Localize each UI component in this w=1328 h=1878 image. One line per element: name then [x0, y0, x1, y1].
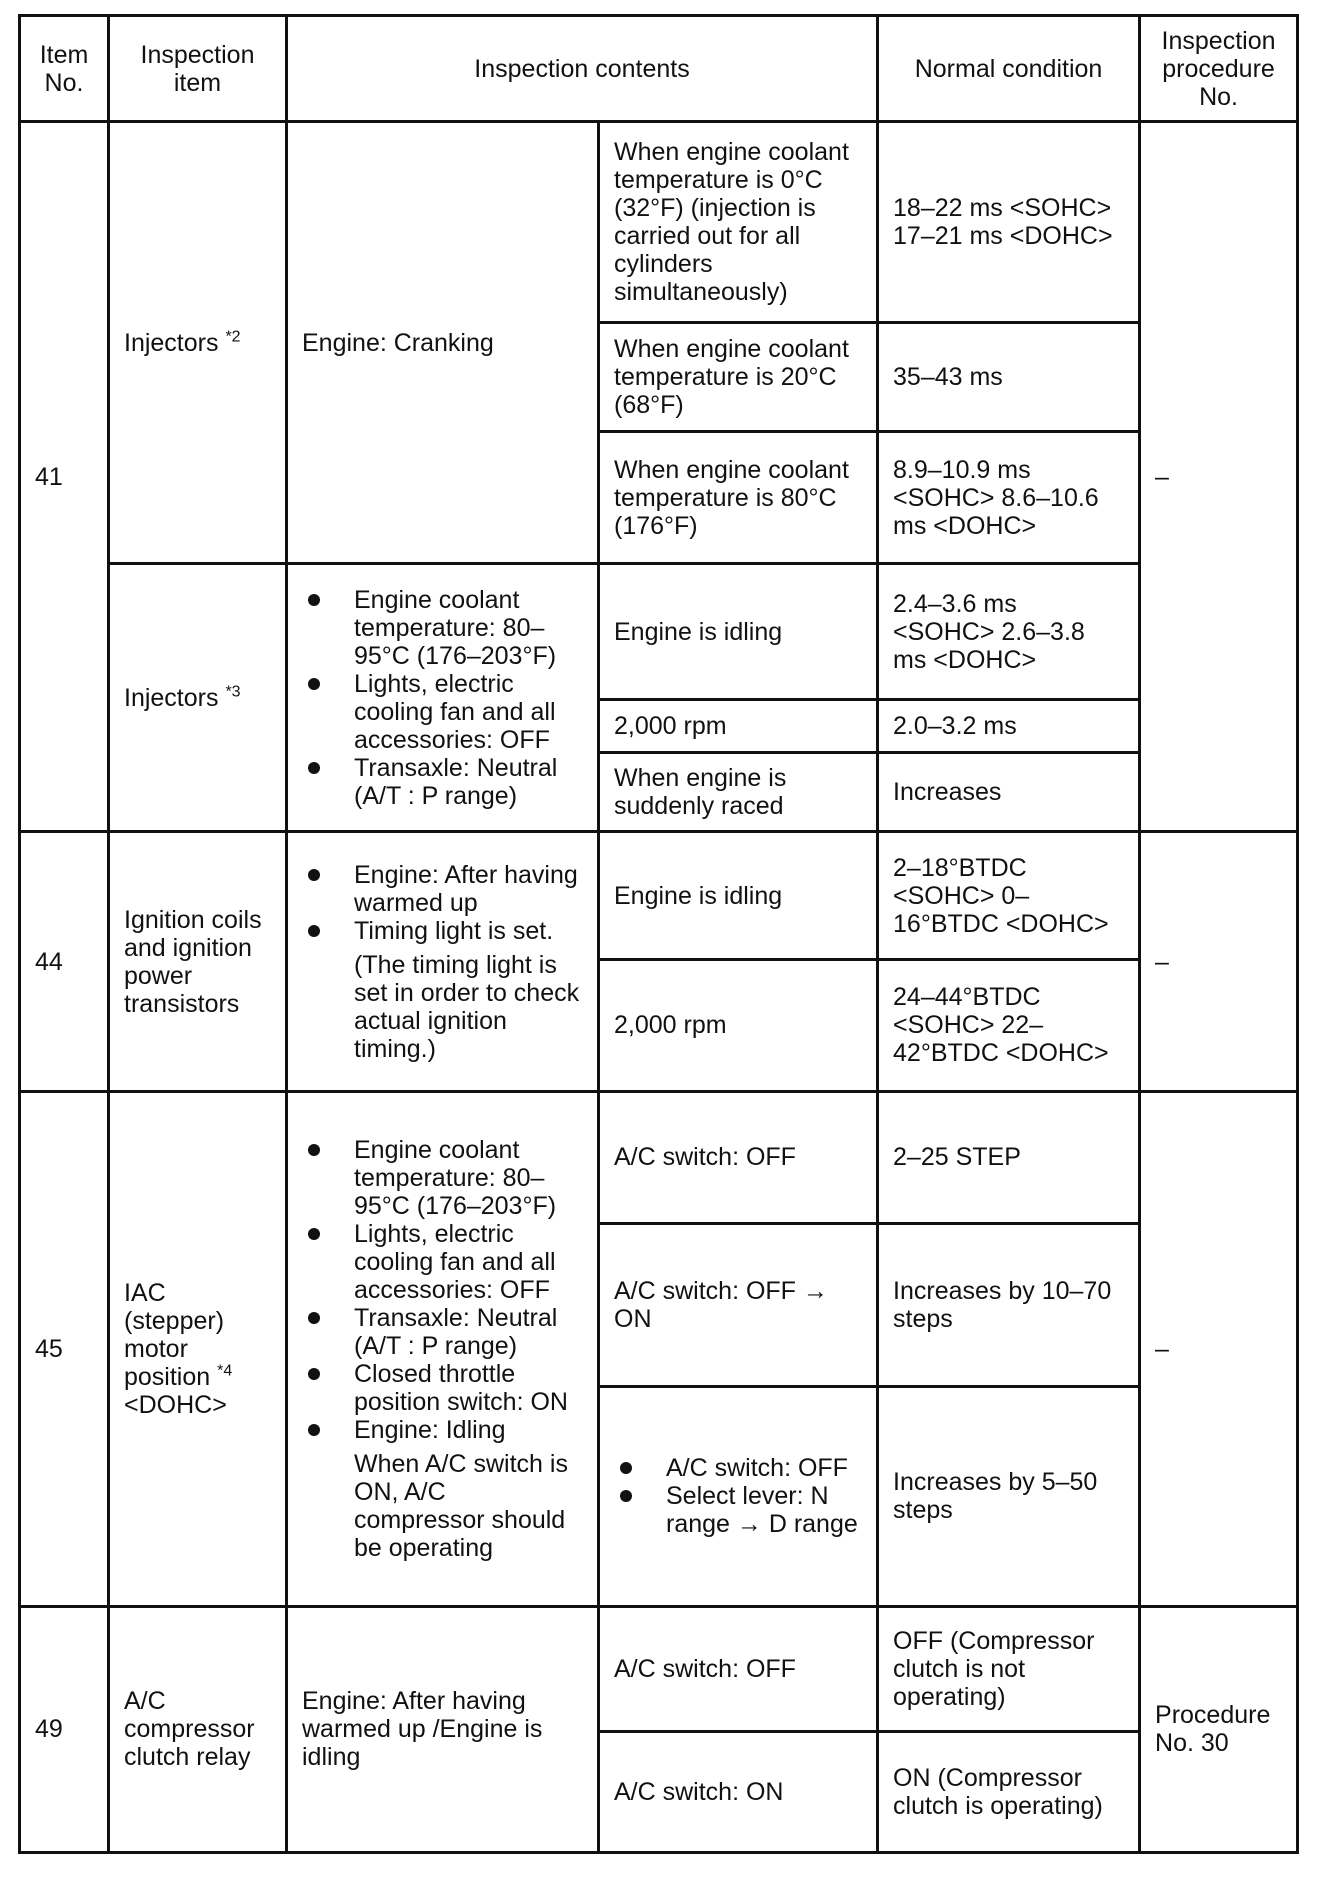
- condition-cell: 2,000 rpm: [599, 700, 878, 753]
- bullet-icon: [308, 1312, 320, 1324]
- footnote-mark: *2: [225, 328, 241, 346]
- condition-cell: When engine coolant temperature is 20°C (68°F): [599, 323, 878, 432]
- header-inspection-item: Inspection item: [109, 16, 287, 122]
- bullet-icon: [308, 925, 320, 937]
- inspection-item-ignition: Ignition coils and ignition power transistors: [109, 832, 287, 1092]
- list-item: Transaxle: Neutral (A/T : P range): [302, 1304, 583, 1360]
- list-item: Engine: After having warmed up: [302, 861, 583, 917]
- item-no-49: 49: [20, 1606, 109, 1852]
- table-row: [20, 122, 1298, 323]
- header-normal-condition: Normal condition: [878, 16, 1140, 122]
- inspection-item-iac: IAC (stepper) motor position $^{*4}$ <DOHC>: [109, 1091, 287, 1606]
- header-inspection-contents: Inspection contents: [287, 16, 878, 122]
- list-item: A/C switch: OFF: [614, 1454, 862, 1482]
- contents-conditions-41: [287, 564, 599, 832]
- list-item: Transaxle: Neutral (A/T : P range): [302, 754, 583, 810]
- normal-cell: 2–18°BTDC <SOHC> 0–16°BTDC <DOHC>: [878, 832, 1140, 960]
- list-item: Engine coolant temperature: 80–95°C (176–203°F): [302, 586, 583, 670]
- condition-cell: A/C switch: OFF: [599, 1606, 878, 1731]
- normal-cell: ON (Compressor clutch is operating): [878, 1731, 1140, 1852]
- item-no-44: 44: [20, 832, 109, 1092]
- item-no-45: 45: [20, 1091, 109, 1606]
- list-item: Select lever: N range → D range: [614, 1482, 862, 1538]
- bullet-icon: [308, 1424, 320, 1436]
- list-item: Closed throttle position switch: ON: [302, 1360, 583, 1416]
- condition-cell: Engine is idling: [599, 832, 878, 960]
- procedure-44: –: [1140, 832, 1298, 1092]
- list-item: Timing light is set.: [302, 917, 583, 945]
- note-text: When A/C switch is ON, A/C compressor should be operating: [354, 1449, 568, 1562]
- contents-conditions-44: [287, 832, 599, 1092]
- procedure-49: Procedure No. 30: [1140, 1606, 1298, 1852]
- normal-cell: Increases: [878, 753, 1140, 832]
- item-no-41: 41: [20, 122, 109, 832]
- bullet-icon: [308, 762, 320, 774]
- bullet-icon: [308, 678, 320, 690]
- bullet-icon: [308, 1228, 320, 1240]
- inspection-item-injectors-2: Injectors $^{*2}$: [109, 122, 287, 564]
- bullet-icon: [308, 1368, 320, 1380]
- condition-cell: A/C switch: OFF → ON: [599, 1223, 878, 1386]
- note-text: (The timing light is set in order to check actual ignition timing.): [354, 950, 580, 1063]
- table-row: [20, 564, 1298, 700]
- list-item: Lights, electric cooling fan and all accessories: OFF: [302, 1220, 583, 1304]
- contents-49: Engine: After having warmed up /Engine is idling: [287, 1606, 599, 1852]
- list-item: Lights, electric cooling fan and all accessories: OFF: [302, 670, 583, 754]
- procedure-41: –: [1140, 122, 1298, 832]
- contents-cranking: Engine: Cranking: [287, 122, 599, 564]
- table-row: [20, 1091, 1298, 1223]
- condition-cell: A/C switch: ON: [599, 1731, 878, 1852]
- header-item-no: Item No.: [20, 16, 109, 122]
- normal-cell: 2.4–3.6 ms <SOHC> 2.6–3.8 ms <DOHC>: [878, 564, 1140, 700]
- normal-cell: 18–22 ms <SOHC> 17–21 ms <DOHC>: [878, 122, 1140, 323]
- bullet-icon: [308, 869, 320, 881]
- table-row: [20, 832, 1298, 960]
- normal-cell: 2–25 STEP: [878, 1091, 1140, 1223]
- condition-cell: A/C switch: OFF: [599, 1091, 878, 1223]
- list-item: Engine coolant temperature: 80–95°C (176–203°F): [302, 1136, 583, 1220]
- condition-cell: [599, 1386, 878, 1606]
- bullet-icon: [308, 594, 320, 606]
- contents-conditions-45: [287, 1091, 599, 1606]
- condition-cell: When engine coolant temperature is 0°C (32°F) (injection is carried out for all cylinders simultaneously): [599, 122, 878, 323]
- condition-cell: When engine coolant temperature is 80°C (176°F): [599, 432, 878, 564]
- normal-cell: 2.0–3.2 ms: [878, 700, 1140, 753]
- normal-cell: 8.9–10.9 ms <SOHC> 8.6–10.6 ms <DOHC>: [878, 432, 1140, 564]
- condition-cell: Engine is idling: [599, 564, 878, 700]
- header-procedure-no: Inspection procedure No.: [1140, 16, 1298, 122]
- normal-cell: 24–44°BTDC <SOHC> 22–42°BTDC <DOHC>: [878, 959, 1140, 1091]
- footnote-mark: *3: [225, 683, 241, 701]
- bullet-icon: [620, 1462, 632, 1474]
- condition-cell: 2,000 rpm: [599, 959, 878, 1091]
- normal-cell: 35–43 ms: [878, 323, 1140, 432]
- normal-cell: OFF (Compressor clutch is not operating): [878, 1606, 1140, 1731]
- normal-cell: Increases by 10–70 steps: [878, 1223, 1140, 1386]
- table-row: [20, 1606, 1298, 1731]
- bullet-icon: [308, 1144, 320, 1156]
- list-item: Engine: Idling: [302, 1416, 583, 1444]
- normal-cell: Increases by 5–50 steps: [878, 1386, 1140, 1606]
- bullet-icon: [620, 1490, 632, 1502]
- inspection-item-injectors-3: Injectors $^{*3}$: [109, 564, 287, 832]
- procedure-45: –: [1140, 1091, 1298, 1606]
- inspection-item-ac-relay: A/C compressor clutch relay: [109, 1606, 287, 1852]
- footnote-mark: *4: [217, 1362, 233, 1380]
- header-row: [20, 16, 1298, 122]
- inspection-table: [18, 14, 1299, 1854]
- condition-cell: When engine is suddenly raced: [599, 753, 878, 832]
